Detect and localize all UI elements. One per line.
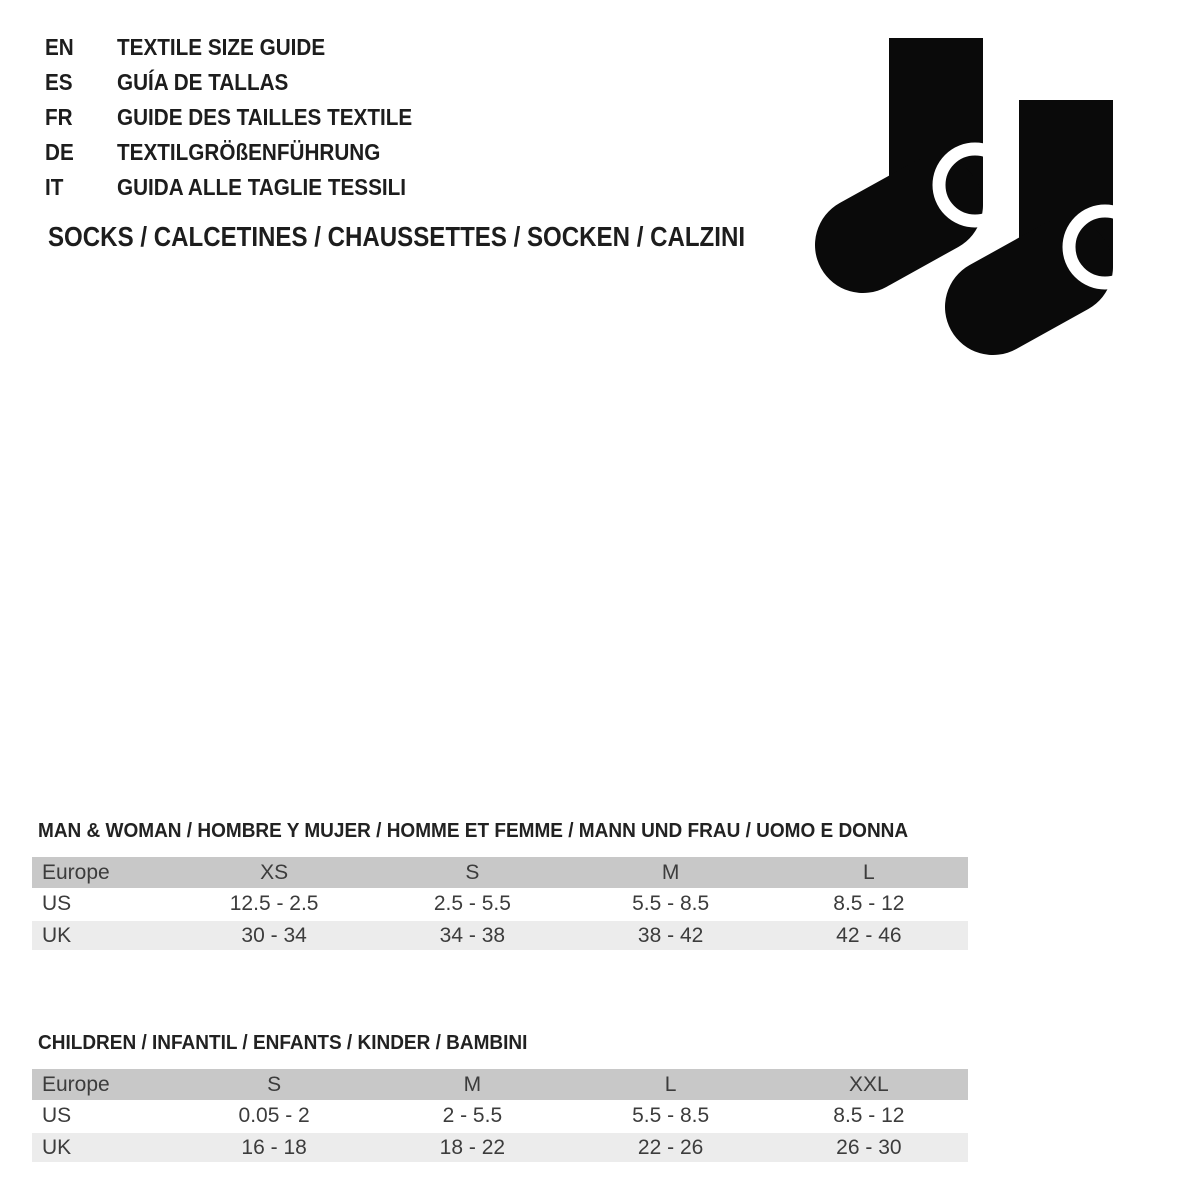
size-cell: 8.5 - 12: [833, 1103, 905, 1127]
size-cell: 42 - 46: [836, 923, 902, 947]
category-title: SOCKS / CALCETINES / CHAUSSETTES / SOCKEN / CALZINI: [48, 221, 746, 252]
row-label: US: [42, 891, 72, 915]
language-title: GUÍA DE TALLAS: [117, 69, 289, 95]
size-cell: 5.5 - 8.5: [632, 891, 710, 915]
column-header-size: XS: [260, 860, 289, 884]
size-cell: 5.5 - 8.5: [632, 1103, 710, 1127]
language-row: [45, 30, 412, 65]
column-header-size: L: [863, 860, 875, 884]
size-cell: 2 - 5.5: [442, 1103, 503, 1127]
language-title: TEXTILE SIZE GUIDE: [117, 34, 326, 60]
language-code: EN: [45, 34, 74, 60]
language-title: GUIDA ALLE TAGLIE TESSILI: [117, 174, 407, 200]
language-code: IT: [45, 174, 64, 200]
size-table-section-children: [32, 1032, 968, 1162]
size-cell: 38 - 42: [637, 923, 704, 947]
language-row: [45, 100, 412, 135]
language-title: TEXTILGRÖßENFÜHRUNG: [117, 139, 381, 165]
column-header-size: S: [465, 860, 480, 884]
size-table: [32, 857, 968, 950]
size-cell: 26 - 30: [836, 1135, 902, 1159]
socks-icon: [813, 30, 1153, 360]
column-header-region: Europe: [42, 1072, 110, 1096]
size-cell: 16 - 18: [241, 1135, 307, 1159]
language-row: [45, 65, 412, 100]
size-cell: 34 - 38: [439, 923, 506, 947]
size-table-section-adults: [32, 820, 968, 950]
language-code: ES: [45, 69, 73, 95]
size-cell: 0.05 - 2: [238, 1103, 310, 1127]
size-cell: 12.5 - 2.5: [229, 891, 319, 915]
table-header-row: [32, 857, 968, 888]
language-row: [45, 170, 412, 205]
language-code: FR: [45, 104, 73, 130]
size-cell: 18 - 22: [439, 1135, 506, 1159]
row-label: UK: [42, 923, 72, 947]
column-header-size: XXL: [849, 1072, 889, 1096]
language-title: GUIDE DES TAILLES TEXTILE: [117, 104, 413, 130]
table-title: MAN & WOMAN / HOMBRE Y MUJER / HOMME ET FEMME / MANN UND FRAU / UOMO E DONNA: [38, 820, 909, 842]
row-label: US: [42, 1103, 72, 1127]
size-table: [32, 1069, 968, 1162]
table-title: CHILDREN / INFANTIL / ENFANTS / KINDER / BAMBINI: [38, 1032, 528, 1054]
size-cell: 30 - 34: [241, 923, 307, 947]
sock-shape-left: [863, 38, 1011, 245]
column-header-size: L: [664, 1072, 677, 1096]
table-row-us: [32, 1100, 968, 1131]
column-header-size: M: [463, 1072, 482, 1096]
size-cell: 22 - 26: [637, 1135, 704, 1159]
column-header-region: Europe: [42, 860, 110, 884]
table-header-row: [32, 1069, 968, 1100]
table-row-uk: [32, 1133, 968, 1162]
column-header-size: M: [661, 860, 680, 884]
size-cell: 2.5 - 5.5: [433, 891, 511, 915]
table-row-uk: [32, 921, 968, 950]
table-row-us: [32, 888, 968, 919]
language-code: DE: [45, 139, 74, 165]
size-cell: 8.5 - 12: [833, 891, 905, 915]
column-header-size: S: [267, 1072, 282, 1096]
row-label: UK: [42, 1135, 72, 1159]
language-row: [45, 135, 412, 170]
language-list: [45, 30, 412, 205]
sock-shape-right: [993, 100, 1141, 307]
